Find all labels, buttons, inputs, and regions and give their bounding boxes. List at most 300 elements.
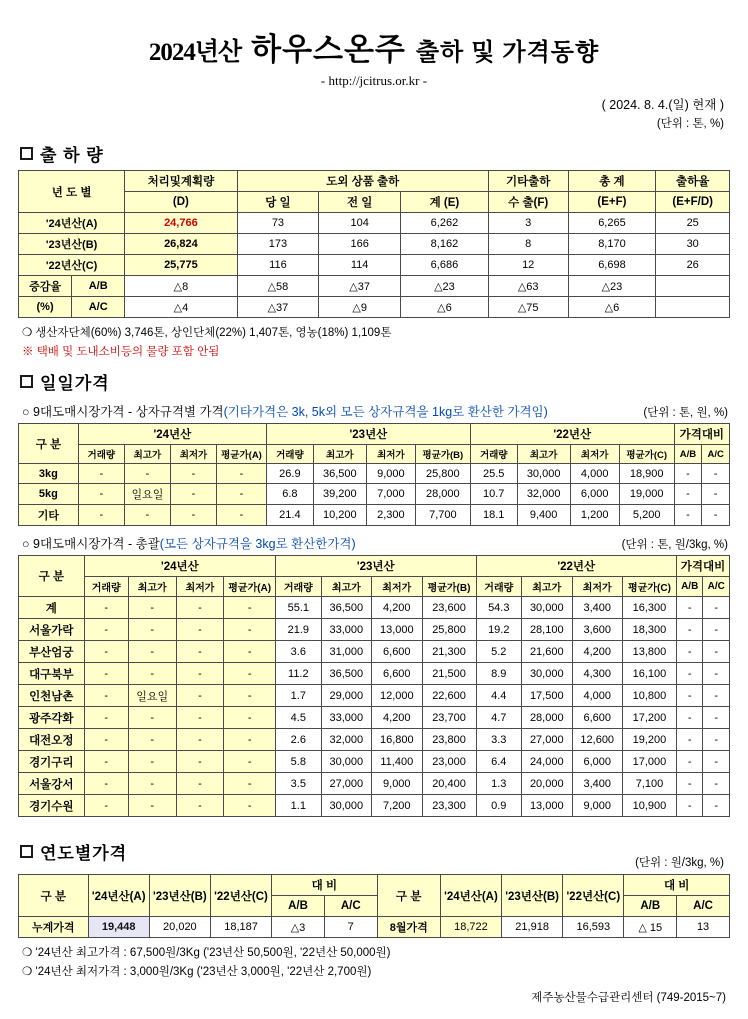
th-etc: 기타출하 [488, 171, 568, 192]
th-high-24: 최고가 [124, 445, 170, 464]
cell-24-avg: - [224, 685, 276, 707]
diff-today: △37 [237, 297, 319, 318]
th-avg-b: 평균가(B) [415, 445, 470, 464]
row-label: 계 [19, 597, 85, 619]
cell-23-vol: 4.5 [276, 707, 322, 729]
row-label-cumulative: 누계가격 [19, 917, 89, 938]
cell-ab: - [676, 641, 702, 663]
cell-24-avg: - [216, 505, 266, 526]
cell-22-avg: 10,900 [622, 795, 676, 817]
cell-23-high: 10,200 [313, 505, 366, 526]
th-vol-23: 거래량 [267, 445, 314, 464]
cell-23-high: 30,000 [321, 751, 371, 773]
cell-23-high: 36,500 [321, 597, 371, 619]
square-bullet-icon [20, 845, 33, 858]
cell-24-high: 일요일 [124, 484, 170, 505]
row-prev: 104 [319, 213, 401, 234]
th-y22-left: '22년산(C) [210, 875, 271, 917]
cell-22-low: 3,400 [572, 773, 622, 795]
cell-23-avg: 23,800 [422, 729, 476, 751]
th-total-sub: (E+F) [568, 192, 656, 213]
aug-23: 21,918 [502, 917, 563, 938]
cell-23-low: 7,000 [366, 484, 415, 505]
section-title-yearly-price: 연도별가격 [40, 844, 128, 863]
cell-22-high: 32,000 [517, 484, 570, 505]
aug-ab: △ 15 [624, 917, 677, 938]
th-y24: '24년산 [78, 424, 266, 445]
th-avg-c: 평균가(C) [619, 445, 674, 464]
row-plan: 25,775 [125, 255, 237, 276]
cell-24-vol: - [84, 707, 128, 729]
circle-bullet-icon: ○ [22, 405, 34, 419]
th-low-23: 최저가 [372, 577, 422, 597]
cell-22-low: 4,000 [570, 464, 619, 484]
table-row [19, 297, 730, 318]
diff-prev: △37 [319, 276, 401, 297]
cell-22-avg: 16,100 [622, 663, 676, 685]
row-label: 5kg [19, 484, 79, 505]
th-avg-a: 평균가(A) [224, 577, 276, 597]
cell-24-vol: - [84, 729, 128, 751]
cell-23-avg: 23,300 [422, 795, 476, 817]
cell-22-vol: 4.4 [476, 685, 522, 707]
th-low-23: 최저가 [366, 445, 415, 464]
cell-24-vol: - [84, 597, 128, 619]
table-row [19, 795, 730, 817]
cell-ac: - [703, 795, 730, 817]
cell-23-vol: 2.6 [276, 729, 322, 751]
table-row [19, 729, 730, 751]
cell-24-high: - [124, 505, 170, 526]
diff-sum: △6 [401, 297, 489, 318]
diff-today: △58 [237, 276, 319, 297]
cell-ac: - [703, 685, 730, 707]
min-price-note [22, 963, 730, 979]
shipment-table [18, 170, 730, 318]
cell-22-low: 6,600 [572, 707, 622, 729]
th-y23: '23년산 [267, 424, 471, 445]
cell-24-avg: - [224, 773, 276, 795]
cell-23-high: 39,200 [313, 484, 366, 505]
th-ac-right: A/C [677, 896, 730, 917]
row-sum: 8,162 [401, 234, 489, 255]
cell-24-low: - [170, 505, 216, 526]
cell-ac: - [703, 597, 730, 619]
table-row [19, 276, 730, 297]
cell-22-low: 3,600 [572, 619, 622, 641]
th-vol-22: 거래량 [476, 577, 522, 597]
row-label-august: 8월가격 [377, 917, 440, 938]
title-tail: 출하 및 가격동향 [415, 40, 600, 66]
price-total-table [18, 555, 730, 817]
cell-22-high: 13,000 [522, 795, 572, 817]
diff-key: A/C [72, 297, 125, 318]
table-row [19, 773, 730, 795]
cell-24-low: - [176, 795, 224, 817]
cell-23-high: 29,000 [321, 685, 371, 707]
cell-23-avg: 22,600 [422, 685, 476, 707]
cell-22-low: 1,200 [570, 505, 619, 526]
cell-24-vol: - [78, 464, 124, 484]
th-high-22: 최고가 [517, 445, 570, 464]
cell-24-low: - [176, 729, 224, 751]
cell-ac: - [702, 505, 730, 526]
th-y23-right: '23년산(B) [502, 875, 563, 917]
cell-23-high: 30,000 [321, 795, 371, 817]
cell-24-high: - [128, 707, 176, 729]
diff-sum: △23 [401, 276, 489, 297]
cell-22-vol: 25.5 [470, 464, 517, 484]
diff-key: A/B [72, 276, 125, 297]
diff-label: 증감율 [19, 276, 72, 297]
cell-23-high: 36,500 [321, 663, 371, 685]
th-avg-b: 평균가(B) [422, 577, 476, 597]
title-main: 하우스온주 [251, 32, 406, 67]
row-export: 12 [488, 255, 568, 276]
cell-24-high: - [128, 663, 176, 685]
cell-24-vol: - [78, 484, 124, 505]
th-low-22: 최저가 [570, 445, 619, 464]
cell-22-high: 9,400 [517, 505, 570, 526]
cell-23-low: 9,000 [366, 464, 415, 484]
cell-22-high: 28,000 [522, 707, 572, 729]
sub1-prefix: 9대도매시장가격 - 상자규격별 가격 [33, 405, 224, 419]
cell-22-low: 6,000 [570, 484, 619, 505]
row-export: 8 [488, 234, 568, 255]
th-year: 년 도 별 [19, 171, 125, 213]
cell-22-avg: 5,200 [619, 505, 674, 526]
cell-24-vol: - [84, 685, 128, 707]
site-url: - http://jcitrus.or.kr - [320, 73, 428, 88]
th-ab-left: A/B [272, 896, 325, 917]
th-ac: A/C [702, 445, 730, 464]
diff-plan: △8 [125, 276, 237, 297]
section-heading-shipment [20, 141, 730, 166]
max-price-note [22, 944, 730, 960]
row-label: 서울강서 [19, 773, 85, 795]
diff-unit: (%) [19, 297, 72, 318]
cell-24-vol: - [84, 773, 128, 795]
row-today: 116 [237, 255, 319, 276]
unit-note-4: (단위 : 원/3kg, %) [635, 857, 724, 869]
cell-ab: - [676, 751, 702, 773]
cell-ac: - [703, 641, 730, 663]
th-low-24: 최저가 [176, 577, 224, 597]
row-total: 8,170 [568, 234, 656, 255]
row-sum: 6,262 [401, 213, 489, 234]
row-prev: 166 [319, 234, 401, 255]
th-y23: '23년산 [276, 556, 476, 577]
shipment-note-text: 생산자단체(60%) 3,746톤, 상인단체(22%) 1,407톤, 영농(18%) 1,109톤 [35, 327, 392, 339]
yearly-price-table [18, 874, 730, 938]
cell-22-high: 17,500 [522, 685, 572, 707]
cum-ab: △3 [272, 917, 325, 938]
cell-ac: - [703, 729, 730, 751]
table-row [19, 505, 730, 526]
aug-24: 18,722 [440, 917, 501, 938]
th-y24-right: '24년산(A) [440, 875, 501, 917]
diff-rate [656, 276, 730, 297]
cell-23-avg: 25,800 [415, 464, 470, 484]
cell-23-low: 11,400 [372, 751, 422, 773]
sub2-blue: (모든 상자규격을 3kg로 환산한가격) [159, 537, 356, 551]
cell-ab: - [674, 505, 702, 526]
min-price-text: '24년산 최저가격 : 3,000원/3Kg ('23년산 3,000원, '22년산 2,700원) [35, 966, 372, 978]
table-row [19, 751, 730, 773]
cell-23-avg: 7,700 [415, 505, 470, 526]
row-total: 6,698 [568, 255, 656, 276]
th-avg-a: 평균가(A) [216, 445, 266, 464]
cell-22-vol: 4.7 [476, 707, 522, 729]
circle-bullet-icon: ❍ [22, 947, 36, 959]
cell-22-vol: 54.3 [476, 597, 522, 619]
cell-22-vol: 10.7 [470, 484, 517, 505]
cell-22-avg: 19,200 [622, 729, 676, 751]
row-prev: 114 [319, 255, 401, 276]
cum-24: 19,448 [88, 917, 149, 938]
row-label: 광주각화 [19, 707, 85, 729]
cell-22-vol: 1.3 [476, 773, 522, 795]
cell-22-low: 6,000 [572, 751, 622, 773]
cell-22-avg: 18,900 [619, 464, 674, 484]
th-gubun: 구 분 [19, 556, 85, 597]
th-gubun-left: 구 분 [19, 875, 89, 917]
cell-24-high: - [128, 729, 176, 751]
row-plan: 26,824 [125, 234, 237, 255]
cell-23-avg: 21,300 [422, 641, 476, 663]
cell-24-high: - [128, 597, 176, 619]
cell-22-avg: 17,000 [622, 751, 676, 773]
cell-22-low: 4,200 [572, 641, 622, 663]
cell-ab: - [676, 773, 702, 795]
cell-23-avg: 23,600 [422, 597, 476, 619]
cell-22-low: 12,600 [572, 729, 622, 751]
unit-note-2: (단위 : 톤, 원, %) [643, 407, 728, 419]
cum-22: 18,187 [210, 917, 271, 938]
cell-23-low: 7,200 [372, 795, 422, 817]
table-row [19, 464, 730, 484]
cell-23-high: 32,000 [321, 729, 371, 751]
th-high-24: 최고가 [128, 577, 176, 597]
cell-22-avg: 18,300 [622, 619, 676, 641]
cell-24-avg: - [224, 619, 276, 641]
row-label: 인천남촌 [19, 685, 85, 707]
cell-23-low: 4,200 [372, 597, 422, 619]
cell-24-vol: - [84, 795, 128, 817]
th-vol-22: 거래량 [470, 445, 517, 464]
circle-bullet-icon: ❍ [22, 327, 36, 339]
circle-bullet-icon: ❍ [22, 966, 36, 978]
cell-24-low: - [176, 751, 224, 773]
subheading-by-size [22, 402, 728, 420]
cell-22-high: 28,100 [522, 619, 572, 641]
cell-22-avg: 19,000 [619, 484, 674, 505]
cell-24-avg: - [224, 663, 276, 685]
row-label: 기타 [19, 505, 79, 526]
diff-rate [656, 297, 730, 318]
cell-24-avg: - [224, 729, 276, 751]
th-low-24: 최저가 [170, 445, 216, 464]
section-title-shipment: 출 하 량 [40, 146, 104, 165]
sub2-prefix: 9대도매시장가격 - 총괄 [33, 537, 160, 551]
th-sum-e: 계 (E) [401, 192, 489, 213]
th-ac: A/C [703, 577, 730, 597]
cell-23-vol: 3.5 [276, 773, 322, 795]
th-vol-24: 거래량 [78, 445, 124, 464]
row-plan: 24,766 [125, 213, 237, 234]
cell-22-high: 20,000 [522, 773, 572, 795]
cell-24-avg: - [224, 795, 276, 817]
th-low-22: 최저가 [572, 577, 622, 597]
cell-24-high: - [128, 795, 176, 817]
cum-23: 20,020 [149, 917, 210, 938]
table-row [19, 707, 730, 729]
table-row [19, 663, 730, 685]
cell-22-low: 3,400 [572, 597, 622, 619]
th-ab-right: A/B [624, 896, 677, 917]
cell-24-vol: - [84, 641, 128, 663]
cell-23-vol: 21.9 [276, 619, 322, 641]
th-gubun-right: 구 분 [377, 875, 440, 917]
row-label: 서울가락 [19, 619, 85, 641]
row-label: 대전오정 [19, 729, 85, 751]
cell-ac: - [703, 773, 730, 795]
footer-contact: 제주농산물수급관리센터 (749-2015~7) [531, 992, 726, 1004]
cell-24-low: - [176, 619, 224, 641]
cell-24-low: - [176, 685, 224, 707]
cell-23-low: 4,200 [372, 707, 422, 729]
cell-24-vol: - [84, 663, 128, 685]
cell-23-vol: 21.4 [267, 505, 314, 526]
cell-23-low: 16,800 [372, 729, 422, 751]
cell-23-high: 36,500 [313, 464, 366, 484]
cell-22-low: 9,000 [572, 795, 622, 817]
th-y22: '22년산 [476, 556, 676, 577]
aug-ac: 13 [677, 917, 730, 938]
cell-23-low: 13,000 [372, 619, 422, 641]
th-plan [125, 171, 237, 192]
table-row [19, 917, 730, 938]
cell-24-avg: - [224, 707, 276, 729]
diff-export: △63 [488, 276, 568, 297]
cell-23-vol: 5.8 [276, 751, 322, 773]
row-year: '24년산(A) [19, 213, 125, 234]
cell-ab: - [676, 795, 702, 817]
th-export: 수 출(F) [488, 192, 568, 213]
cell-24-vol: - [78, 505, 124, 526]
row-total: 6,265 [568, 213, 656, 234]
cell-22-vol: 6.4 [476, 751, 522, 773]
cell-22-vol: 3.3 [476, 729, 522, 751]
unit-note-1: (단위 : 톤, %) [656, 118, 724, 130]
th-rate-sub: (E+F/D) [656, 192, 730, 213]
table-row [19, 641, 730, 663]
th-high-23: 최고가 [321, 577, 371, 597]
cell-ab: - [676, 597, 702, 619]
th-y22-right: '22년산(C) [563, 875, 624, 917]
cell-ab: - [676, 729, 702, 751]
cell-23-high: 33,000 [321, 619, 371, 641]
cell-23-avg: 23,000 [422, 751, 476, 773]
th-plan-sub: (D) [125, 192, 237, 213]
diff-prev: △9 [319, 297, 401, 318]
cell-22-high: 30,000 [517, 464, 570, 484]
cell-24-low: - [176, 597, 224, 619]
th-cmp: 가격대비 [676, 556, 729, 577]
cell-23-vol: 11.2 [276, 663, 322, 685]
section-title-daily-price: 일일가격 [40, 374, 110, 393]
cell-24-high: - [128, 773, 176, 795]
diff-plan: △4 [125, 297, 237, 318]
cell-24-low: - [176, 663, 224, 685]
cell-ab: - [676, 663, 702, 685]
th-y24: '24년산 [84, 556, 275, 577]
sub1-blue: (기타가격은 3k, 5k외 모든 상자규격을 1kg로 환산한 가격임) [223, 405, 548, 419]
table-row [19, 484, 730, 505]
cell-24-low: - [176, 773, 224, 795]
th-avg-c: 평균가(C) [622, 577, 676, 597]
th-y24-left: '24년산(A) [88, 875, 149, 917]
section-heading-daily-price [20, 369, 730, 394]
cell-24-low: - [176, 707, 224, 729]
row-rate: 30 [656, 234, 730, 255]
cell-22-avg: 16,300 [622, 597, 676, 619]
th-high-22: 최고가 [522, 577, 572, 597]
cell-22-vol: 18.1 [470, 505, 517, 526]
cell-ab: - [674, 484, 702, 505]
table-row [19, 619, 730, 641]
cell-23-vol: 1.7 [276, 685, 322, 707]
cell-22-avg: 7,100 [622, 773, 676, 795]
table-row [19, 685, 730, 707]
cell-22-high: 24,000 [522, 751, 572, 773]
row-label: 3kg [19, 464, 79, 484]
cell-24-high: 일요일 [128, 685, 176, 707]
cell-22-high: 30,000 [522, 597, 572, 619]
th-total: 총 계 [568, 171, 656, 192]
th-ac-left: A/C [324, 896, 377, 917]
price-by-size-table [18, 423, 730, 526]
th-vol-24: 거래량 [84, 577, 128, 597]
cell-22-vol: 0.9 [476, 795, 522, 817]
aug-22: 16,593 [563, 917, 624, 938]
th-prev: 전 일 [319, 192, 401, 213]
th-ab: A/B [676, 577, 702, 597]
cell-ab: - [674, 464, 702, 484]
cell-22-avg: 13,800 [622, 641, 676, 663]
cell-23-avg: 21,500 [422, 663, 476, 685]
cell-22-vol: 19.2 [476, 619, 522, 641]
cell-23-high: 27,000 [321, 773, 371, 795]
cell-22-high: 30,000 [522, 663, 572, 685]
th-today: 당 일 [237, 192, 319, 213]
cum-ac: 7 [324, 917, 377, 938]
unit-note-3: (단위 : 톤, 원/3kg, %) [621, 539, 728, 551]
cell-23-low: 6,600 [372, 641, 422, 663]
cell-22-low: 4,000 [572, 685, 622, 707]
cell-22-avg: 17,200 [622, 707, 676, 729]
cell-24-low: - [170, 484, 216, 505]
cell-22-high: 27,000 [522, 729, 572, 751]
cell-22-avg: 10,800 [622, 685, 676, 707]
shipment-note [22, 324, 730, 340]
diff-total: △23 [568, 276, 656, 297]
th-y23-left: '23년산(B) [149, 875, 210, 917]
cell-23-avg: 23,700 [422, 707, 476, 729]
cell-24-high: - [128, 641, 176, 663]
cell-23-low: 12,000 [372, 685, 422, 707]
row-label: 경기수원 [19, 795, 85, 817]
